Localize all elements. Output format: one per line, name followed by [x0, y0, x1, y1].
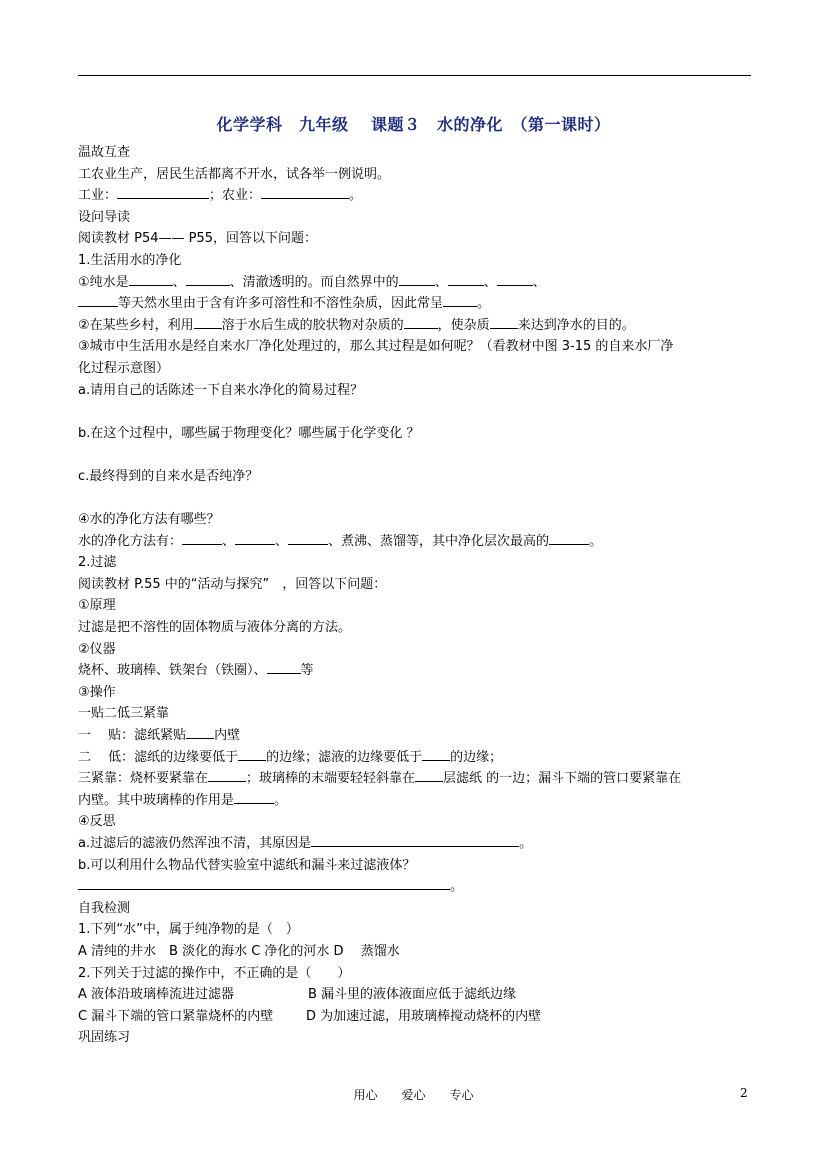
answer-blank[interactable]	[78, 877, 450, 890]
page-footer: 用心 爱心 专心	[353, 1088, 474, 1102]
answer-blank[interactable]	[117, 186, 209, 199]
answer-blank[interactable]	[186, 726, 214, 739]
answer-blank[interactable]	[311, 834, 519, 847]
answer-blank[interactable]	[129, 273, 173, 286]
question: b.可以利用什么物品代替实验室中滤纸和漏斗来过滤液体？	[78, 857, 416, 873]
item-heading: ①原理	[78, 598, 116, 614]
answer-blank[interactable]	[448, 273, 484, 286]
item-heading: ④反思	[78, 814, 116, 830]
fill-line: 三紧靠：烧杯要紧靠在 ；玻璃棒的末端要轻轻斜靠在 层滤纸 的一边；漏斗下端的管口要紧靠在	[78, 771, 682, 787]
fill-line: 一 贴：滤纸紧贴 内壁	[78, 728, 241, 744]
page-title: 化学学科 九年级 课题３ 水的净化 （第一课时）	[216, 115, 611, 134]
answer-blank[interactable]	[497, 273, 533, 286]
answer-blank[interactable]	[238, 748, 266, 761]
answer-blank[interactable]	[235, 532, 275, 545]
section-heading: 自我检测	[78, 900, 131, 916]
question: a.请用自己的话陈述一下自来水净化的简易过程？	[78, 382, 364, 398]
paragraph: 化过程示意图）	[78, 360, 170, 376]
fill-line: 等天然水里由于含有许多可溶性和不溶性杂质，因此常呈 。	[78, 293, 754, 315]
answer-options	[78, 1006, 754, 1028]
answer-options: A 清纯的井水 B 淡化的海水 C 净化的河水 D 蒸馏水	[78, 943, 400, 959]
question: 1.下列“水”中，属于纯净物的是（ ）	[78, 922, 299, 938]
answer-blank[interactable]	[443, 294, 477, 307]
paragraph: 过滤是把不溶性的固体物质与液体分离的方法。	[78, 620, 352, 636]
section-heading: 温故互查	[78, 145, 131, 160]
fill-line: 内壁。其中玻璃棒的作用是 。	[78, 792, 288, 808]
subsection-heading: 1.生活用水的净化	[78, 252, 182, 268]
answer-blank[interactable]	[288, 532, 328, 545]
fill-line: 。	[78, 876, 754, 898]
paragraph: 一贴二低三紧靠	[78, 706, 170, 722]
section-heading: 巩固练习	[78, 1030, 131, 1046]
fill-line: ②在某些乡村，利用 溶于水后生成的胶状物对杂质的 ，使杂质 来达到净水的目的。	[78, 317, 635, 333]
question: ④水的净化方法有哪些？	[78, 512, 220, 528]
answer-blank[interactable]	[404, 316, 438, 329]
answer-blank[interactable]	[182, 532, 222, 545]
paragraph: 阅读教材 P54—— P55，回答以下问题：	[78, 231, 318, 247]
option-b: B 漏斗里的液体液面应低于滤纸边缘	[308, 987, 517, 1003]
paragraph: 工农业生产，居民生活都离不开水，试各举一例说明。	[78, 166, 391, 182]
fill-line: 工业： ；农业： 。	[78, 188, 363, 204]
option-a: A 液体沿玻璃棒流进过滤器	[78, 987, 235, 1003]
fill-line: 二 低：滤纸的边缘要低于 的边缘；滤液的边缘要低于 的边缘；	[78, 749, 503, 765]
option-c: C 漏斗下端的管口紧靠烧杯的内壁	[78, 1008, 274, 1024]
paragraph: ③城市中生活用水是经自来水厂净化处理过的，那么其过程是如何呢？（看教材中图 3-15 的自来水厂净	[78, 339, 674, 355]
answer-blank[interactable]	[208, 769, 246, 782]
fill-line: 水的净化方法有： 、 、 、煮沸、蒸馏等，其中净化层次最高的 。	[78, 533, 603, 549]
option-d: D 为加速过滤，用玻璃棒搅动烧杯的内壁	[306, 1008, 542, 1024]
answer-blank[interactable]	[186, 273, 230, 286]
answer-blank[interactable]	[399, 273, 435, 286]
document-body	[78, 142, 754, 1049]
answer-blank[interactable]	[194, 316, 222, 329]
answer-blank[interactable]	[234, 791, 274, 804]
answer-options	[78, 984, 754, 1006]
question: 2.下列关于过滤的操作中，不正确的是（ ）	[78, 965, 351, 981]
paragraph: 阅读教材 P.55 中的“活动与探究” ，回答以下问题：	[78, 576, 387, 592]
fill-line: 烧杯、玻璃棒、铁架台（铁圈）、 等	[78, 663, 314, 679]
fill-line: ①纯水是 、 、清澈透明的。而自然界中的 、 、 、	[78, 274, 546, 290]
page-number: 2	[740, 1086, 748, 1100]
answer-blank[interactable]	[267, 661, 301, 674]
fill-line: a.过滤后的滤液仍然浑浊不清，其原因是 。	[78, 836, 533, 851]
question: c.最终得到的自来水是否纯净？	[78, 468, 259, 484]
item-heading: ②仪器	[78, 641, 116, 657]
answer-blank[interactable]	[415, 769, 443, 782]
header-rule	[78, 75, 751, 76]
answer-blank[interactable]	[261, 186, 349, 199]
answer-blank[interactable]	[422, 748, 450, 761]
section-heading: 设问导读	[78, 209, 131, 225]
answer-blank[interactable]	[490, 316, 518, 329]
item-heading: ③操作	[78, 684, 116, 700]
answer-blank[interactable]	[78, 294, 118, 307]
question: b.在这个过程中，哪些属于物理变化？哪些属于化学变化 ？	[78, 425, 420, 441]
subsection-heading: 2.过滤	[78, 555, 117, 571]
answer-blank[interactable]	[549, 532, 589, 545]
